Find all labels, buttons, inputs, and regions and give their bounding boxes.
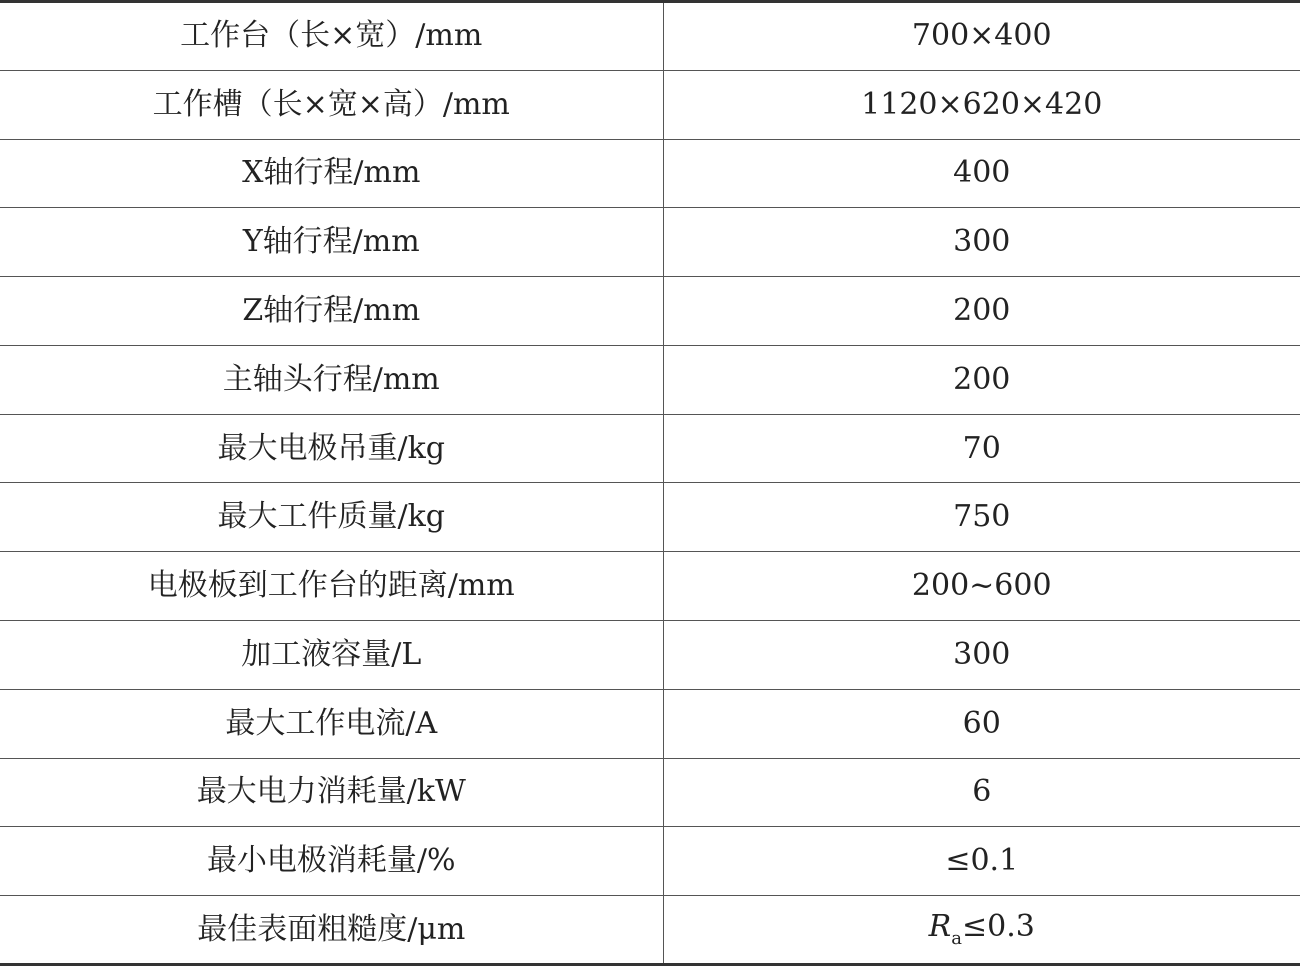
param-cell: 主轴头行程/mm	[0, 345, 663, 414]
roughness-subscript: a	[951, 927, 962, 949]
table-row	[0, 896, 1300, 965]
table-row	[0, 689, 1300, 758]
param-cell: 电极板到工作台的距离/mm	[0, 552, 663, 621]
table-row	[0, 208, 1300, 277]
param-cell: 最大工件质量/kg	[0, 483, 663, 552]
value-cell: 70	[663, 414, 1300, 483]
value-cell: 700×400	[663, 2, 1300, 71]
value-cell: 200~600	[663, 552, 1300, 621]
param-cell: Y轴行程/mm	[0, 208, 663, 277]
table-row	[0, 483, 1300, 552]
table-row	[0, 70, 1300, 139]
table-row	[0, 552, 1300, 621]
param-cell: 工作槽（长×宽×高）/mm	[0, 70, 663, 139]
roughness-symbol: R	[928, 908, 952, 944]
table-row	[0, 139, 1300, 208]
table-row	[0, 414, 1300, 483]
value-cell: 1120×620×420	[663, 70, 1300, 139]
value-cell: 400	[663, 139, 1300, 208]
param-cell: Z轴行程/mm	[0, 277, 663, 346]
param-cell: 加工液容量/L	[0, 621, 663, 690]
roughness-value: ≤0.3	[961, 908, 1035, 944]
table-row	[0, 277, 1300, 346]
param-cell: X轴行程/mm	[0, 139, 663, 208]
value-cell: 60	[663, 689, 1300, 758]
value-cell: 300	[663, 208, 1300, 277]
param-cell: 最大电力消耗量/kW	[0, 758, 663, 827]
value-cell: 6	[663, 758, 1300, 827]
table-row	[0, 827, 1300, 896]
value-cell	[663, 896, 1300, 965]
table-row	[0, 345, 1300, 414]
value-cell: 200	[663, 345, 1300, 414]
param-cell: 工作台（长×宽）/mm	[0, 2, 663, 71]
table-row	[0, 2, 1300, 71]
param-cell: 最佳表面粗糙度/μm	[0, 896, 663, 965]
table-row	[0, 621, 1300, 690]
value-cell: 300	[663, 621, 1300, 690]
value-cell: ≤0.1	[663, 827, 1300, 896]
value-cell: 200	[663, 277, 1300, 346]
param-cell: 最小电极消耗量/%	[0, 827, 663, 896]
table-row	[0, 758, 1300, 827]
value-cell: 750	[663, 483, 1300, 552]
param-cell: 最大工作电流/A	[0, 689, 663, 758]
param-cell: 最大电极吊重/kg	[0, 414, 663, 483]
